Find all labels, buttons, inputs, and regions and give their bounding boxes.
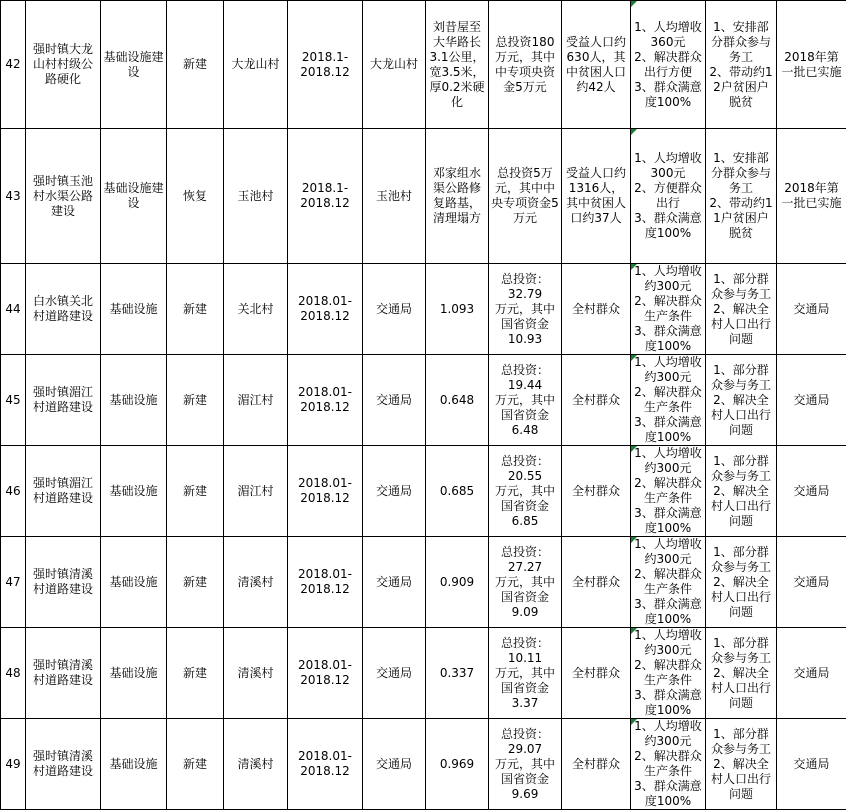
cell-benefit[interactable]: 1、人均增收约300元 2、解决群众生产条件 3、群众满意度100% — [631, 537, 706, 628]
cell-type[interactable]: 基础设施 — [101, 355, 167, 446]
cell-remark[interactable]: 交通局 — [777, 537, 846, 628]
cell-type[interactable]: 基础设施 — [101, 628, 167, 719]
cell-remark[interactable]: 交通局 — [777, 264, 846, 355]
cell-nature[interactable]: 新建 — [167, 446, 224, 537]
cell-project[interactable]: 强时镇大龙山村村级公路硬化 — [26, 1, 101, 129]
cell-beneficiary[interactable]: 受益人口约1316人，其中贫困人口约37人 — [562, 129, 631, 264]
cell-unit[interactable]: 交通局 — [363, 264, 426, 355]
cell-period[interactable]: 2018.01- 2018.12 — [288, 446, 363, 537]
cell-benefit[interactable]: 1、人均增收360元 2、解决群众出行方便 3、群众满意度100% — [631, 1, 706, 129]
cell-project[interactable]: 强时镇清溪村道路建设 — [26, 537, 101, 628]
cell-investment[interactable]: 总投资5万元，其中中央专项资金5万元 — [489, 129, 562, 264]
cell-no[interactable]: 46 — [1, 446, 26, 537]
cell-remark[interactable]: 2018年第一批已实施 — [777, 1, 846, 129]
cell-content[interactable]: 邓家组水渠公路修复路基，清理塌方 — [426, 129, 489, 264]
cell-nature[interactable]: 新建 — [167, 537, 224, 628]
cell-type[interactable]: 基础设施 — [101, 537, 167, 628]
cell-nature[interactable]: 新建 — [167, 355, 224, 446]
table-row[interactable] — [1, 446, 846, 537]
cell-content[interactable]: 0.909 — [426, 537, 489, 628]
cell-benefit[interactable]: 1、人均增收约300元 2、解决群众生产条件 3、群众满意度100% — [631, 719, 706, 810]
cell-remark[interactable]: 交通局 — [777, 628, 846, 719]
cell-benefit[interactable]: 1、人均增收约300元 2、解决群众生产条件 3、群众满意度100% — [631, 355, 706, 446]
cell-remark[interactable]: 交通局 — [777, 446, 846, 537]
table-row[interactable] — [1, 628, 846, 719]
cell-no[interactable]: 47 — [1, 537, 26, 628]
cell-period[interactable]: 2018.01- 2018.12 — [288, 628, 363, 719]
cell-linkage[interactable]: 1、部分群众参与务工 2、解决全村人口出行问题 — [706, 719, 777, 810]
cell-beneficiary[interactable]: 全村群众 — [562, 719, 631, 810]
cell-investment[interactable]: 总投资180万元，其中中专项央资金5万元 — [489, 1, 562, 129]
cell-beneficiary[interactable]: 全村群众 — [562, 537, 631, 628]
cell-period[interactable]: 2018.01- 2018.12 — [288, 264, 363, 355]
cell-remark[interactable]: 交通局 — [777, 719, 846, 810]
cell-content[interactable]: 0.969 — [426, 719, 489, 810]
cell-linkage[interactable]: 1、安排部分群众参与务工 2、带动约11户贫困户脱贫 — [706, 129, 777, 264]
table-row[interactable] — [1, 1, 846, 129]
cell-project[interactable]: 强时镇湄江村道路建设 — [26, 355, 101, 446]
cell-investment[interactable]: 总投资： 10.11 万元，其中 国省资金 3.37 — [489, 628, 562, 719]
cell-nature[interactable]: 新建 — [167, 264, 224, 355]
cell-beneficiary[interactable]: 全村群众 — [562, 628, 631, 719]
cell-location[interactable]: 湄江村 — [224, 355, 288, 446]
cell-linkage[interactable]: 1、安排部分群众参与务工 2、带动约12户贫困户脱贫 — [706, 1, 777, 129]
cell-investment[interactable]: 总投资： 27.27 万元，其中 国省资金 9.09 — [489, 537, 562, 628]
table-row[interactable] — [1, 537, 846, 628]
cell-investment[interactable]: 总投资： 19.44 万元，其中 国省资金 6.48 — [489, 355, 562, 446]
cell-investment[interactable]: 总投资： 20.55 万元，其中 国省资金 6.85 — [489, 446, 562, 537]
cell-beneficiary[interactable]: 受益人口约630人，其中贫困人口约42人 — [562, 1, 631, 129]
cell-content[interactable]: 刘昔屋至大华路长3.1公里，宽3.5米，厚0.2米硬化 — [426, 1, 489, 129]
cell-type[interactable]: 基础设施 — [101, 446, 167, 537]
cell-unit[interactable]: 玉池村 — [363, 129, 426, 264]
cell-unit[interactable]: 大龙山村 — [363, 1, 426, 129]
cell-period[interactable]: 2018.01- 2018.12 — [288, 537, 363, 628]
cell-project[interactable]: 强时镇清溪村道路建设 — [26, 719, 101, 810]
cell-unit[interactable]: 交通局 — [363, 446, 426, 537]
cell-content[interactable]: 0.648 — [426, 355, 489, 446]
cell-no[interactable]: 48 — [1, 628, 26, 719]
cell-project[interactable]: 强时镇清溪村道路建设 — [26, 628, 101, 719]
cell-content[interactable]: 0.337 — [426, 628, 489, 719]
cell-period[interactable]: 2018.01- 2018.12 — [288, 719, 363, 810]
cell-no[interactable]: 42 — [1, 1, 26, 129]
table-row[interactable] — [1, 355, 846, 446]
cell-location[interactable]: 清溪村 — [224, 719, 288, 810]
cell-remark[interactable]: 2018年第一批已实施 — [777, 129, 846, 264]
cell-benefit[interactable]: 1、人均增收约300元 2、解决群众生产条件 3、群众满意度100% — [631, 446, 706, 537]
cell-unit[interactable]: 交通局 — [363, 628, 426, 719]
cell-type[interactable]: 基础设施建设 — [101, 1, 167, 129]
cell-unit[interactable]: 交通局 — [363, 719, 426, 810]
cell-type[interactable]: 基础设施建设 — [101, 129, 167, 264]
cell-location[interactable]: 清溪村 — [224, 628, 288, 719]
cell-no[interactable]: 44 — [1, 264, 26, 355]
cell-benefit[interactable]: 1、人均增收约300元 2、解决群众生产条件 3、群众满意度100% — [631, 628, 706, 719]
cell-nature[interactable]: 新建 — [167, 719, 224, 810]
cell-linkage[interactable]: 1、部分群众参与务工 2、解决全村人口出行问题 — [706, 264, 777, 355]
cell-beneficiary[interactable]: 全村群众 — [562, 446, 631, 537]
cell-location[interactable]: 清溪村 — [224, 537, 288, 628]
cell-unit[interactable]: 交通局 — [363, 355, 426, 446]
cell-project[interactable]: 强时镇玉池村水渠公路建设 — [26, 129, 101, 264]
cell-nature[interactable]: 恢复 — [167, 129, 224, 264]
table-row[interactable] — [1, 129, 846, 264]
cell-project[interactable]: 白水镇关北村道路建设 — [26, 264, 101, 355]
cell-no[interactable]: 43 — [1, 129, 26, 264]
cell-project[interactable]: 强时镇湄江村道路建设 — [26, 446, 101, 537]
cell-beneficiary[interactable]: 全村群众 — [562, 355, 631, 446]
cell-linkage[interactable]: 1、部分群众参与务工 2、解决全村人口出行问题 — [706, 355, 777, 446]
cell-benefit[interactable]: 1、人均增收300元 2、方便群众出行 3、群众满意度100% — [631, 129, 706, 264]
cell-type[interactable]: 基础设施 — [101, 264, 167, 355]
cell-location[interactable]: 关北村 — [224, 264, 288, 355]
cell-no[interactable]: 45 — [1, 355, 26, 446]
cell-content[interactable]: 1.093 — [426, 264, 489, 355]
cell-location[interactable]: 玉池村 — [224, 129, 288, 264]
cell-location[interactable]: 湄江村 — [224, 446, 288, 537]
cell-period[interactable]: 2018.1- 2018.12 — [288, 129, 363, 264]
cell-linkage[interactable]: 1、部分群众参与务工 2、解决全村人口出行问题 — [706, 628, 777, 719]
cell-investment[interactable]: 总投资： 29.07 万元，其中 国省资金 9.69 — [489, 719, 562, 810]
cell-type[interactable]: 基础设施 — [101, 719, 167, 810]
cell-linkage[interactable]: 1、部分群众参与务工 2、解决全村人口出行问题 — [706, 537, 777, 628]
table-row[interactable] — [1, 264, 846, 355]
cell-nature[interactable]: 新建 — [167, 1, 224, 129]
cell-investment[interactable]: 总投资： 32.79 万元，其中 国省资金 10.93 — [489, 264, 562, 355]
cell-unit[interactable]: 交通局 — [363, 537, 426, 628]
cell-content[interactable]: 0.685 — [426, 446, 489, 537]
cell-nature[interactable]: 新建 — [167, 628, 224, 719]
cell-no[interactable]: 49 — [1, 719, 26, 810]
cell-period[interactable]: 2018.1- 2018.12 — [288, 1, 363, 129]
cell-location[interactable]: 大龙山村 — [224, 1, 288, 129]
cell-benefit[interactable]: 1、人均增收约300元 2、解决群众生产条件 3、群众满意度100% — [631, 264, 706, 355]
cell-remark[interactable]: 交通局 — [777, 355, 846, 446]
cell-linkage[interactable]: 1、部分群众参与务工 2、解决全村人口出行问题 — [706, 446, 777, 537]
table-row[interactable] — [1, 719, 846, 810]
cell-period[interactable]: 2018.01- 2018.12 — [288, 355, 363, 446]
cell-beneficiary[interactable]: 全村群众 — [562, 264, 631, 355]
